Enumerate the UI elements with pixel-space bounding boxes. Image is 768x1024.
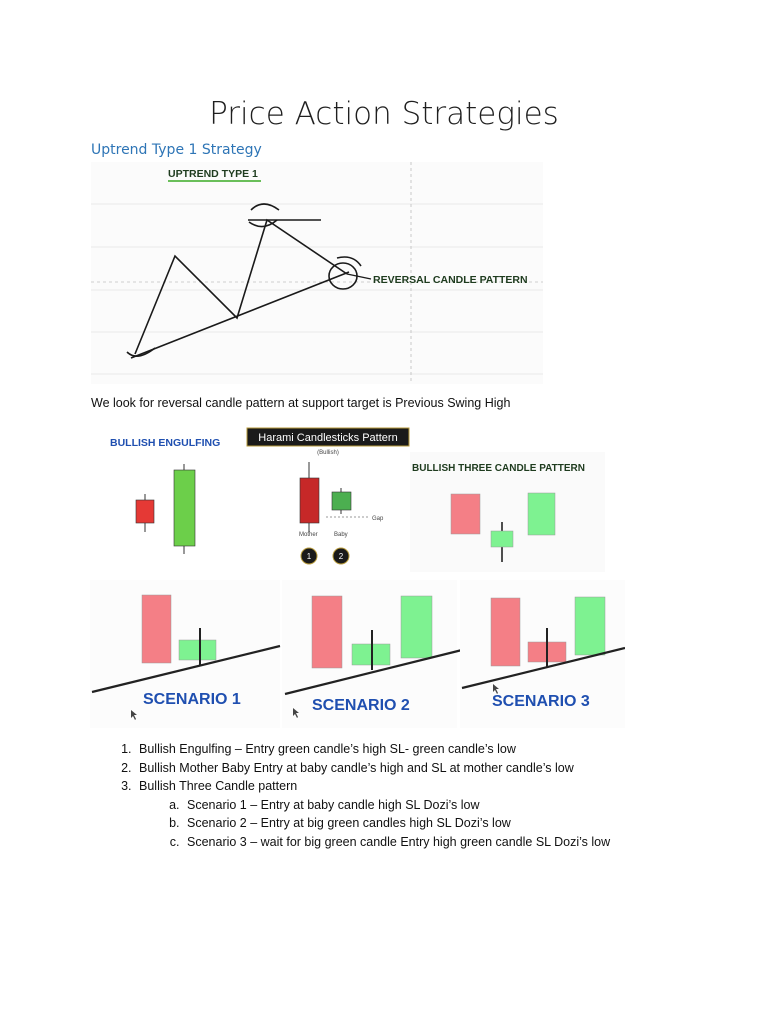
scenario-sublist (139, 796, 610, 852)
mother-candle (300, 478, 319, 523)
harami-subtitle: (Bullish) (317, 450, 339, 456)
harami-title: Harami Candlesticks Pattern (258, 432, 398, 444)
s3-red-candle (491, 598, 520, 666)
badge-1-text: 1 (306, 552, 312, 561)
gap-label: Gap (372, 516, 384, 522)
three-candle-panel (410, 452, 605, 572)
baby-candle (332, 492, 351, 510)
s1-red-candle (142, 595, 171, 663)
scenario-1-panel (90, 580, 280, 728)
mother-label: Mother (299, 532, 318, 538)
sublist-item: b. Scenario 2 – Entry at big green candles high SL Dozi’s low (183, 814, 610, 833)
list-item: 2. Bullish Mother Baby Entry at baby candle’s high and SL at mother candle’s low (135, 759, 610, 778)
s3-big-green-candle (575, 597, 605, 655)
uptrend-label: UPTREND TYPE 1 (168, 168, 258, 180)
candle-patterns-figure (90, 424, 605, 572)
scenario-3-panel (460, 580, 625, 728)
s1-doji-candle (179, 640, 216, 660)
red-candle (136, 500, 154, 523)
scenario-3-label: SCENARIO 3 (492, 693, 590, 710)
green-candle (174, 470, 195, 546)
scenario-1-label: SCENARIO 1 (143, 691, 241, 708)
uptrend-figure (91, 162, 543, 384)
three-candle-title: BULLISH THREE CANDLE PATTERN (412, 463, 585, 474)
strategy-list (90, 740, 610, 851)
sublist-item: c. Scenario 3 – wait for big green candle Entry high green candle SL Dozi’s low (183, 833, 610, 852)
doji-candle (491, 531, 513, 547)
intro-paragraph: We look for reversal candle pattern at support target is Previous Swing High (91, 396, 511, 410)
first-red-candle (451, 494, 480, 534)
page-title: Price Action Strategies (209, 96, 559, 132)
sublist-item: a. Scenario 1 – Entry at baby candle high SL Dozi’s low (183, 796, 610, 815)
list-item: 1. Bullish Engulfing – Entry green candle’s high SL- green candle’s low (135, 740, 610, 759)
reversal-label: REVERSAL CANDLE PATTERN (373, 274, 528, 286)
baby-label: Baby (334, 532, 348, 538)
section-heading: Uptrend Type 1 Strategy (91, 142, 262, 158)
scenarios-figure (90, 580, 625, 728)
scenario-2-label: SCENARIO 2 (312, 697, 410, 714)
s2-red-candle (312, 596, 342, 668)
figure-background (91, 162, 543, 384)
s2-big-green-candle (401, 596, 432, 658)
big-green-candle (528, 493, 555, 535)
badge-2-text: 2 (338, 552, 344, 561)
scenario-2-panel (282, 580, 462, 728)
list-item-text: Bullish Three Candle pattern (139, 779, 298, 793)
list-item (135, 777, 610, 851)
engulfing-title: BULLISH ENGULFING (110, 437, 221, 449)
